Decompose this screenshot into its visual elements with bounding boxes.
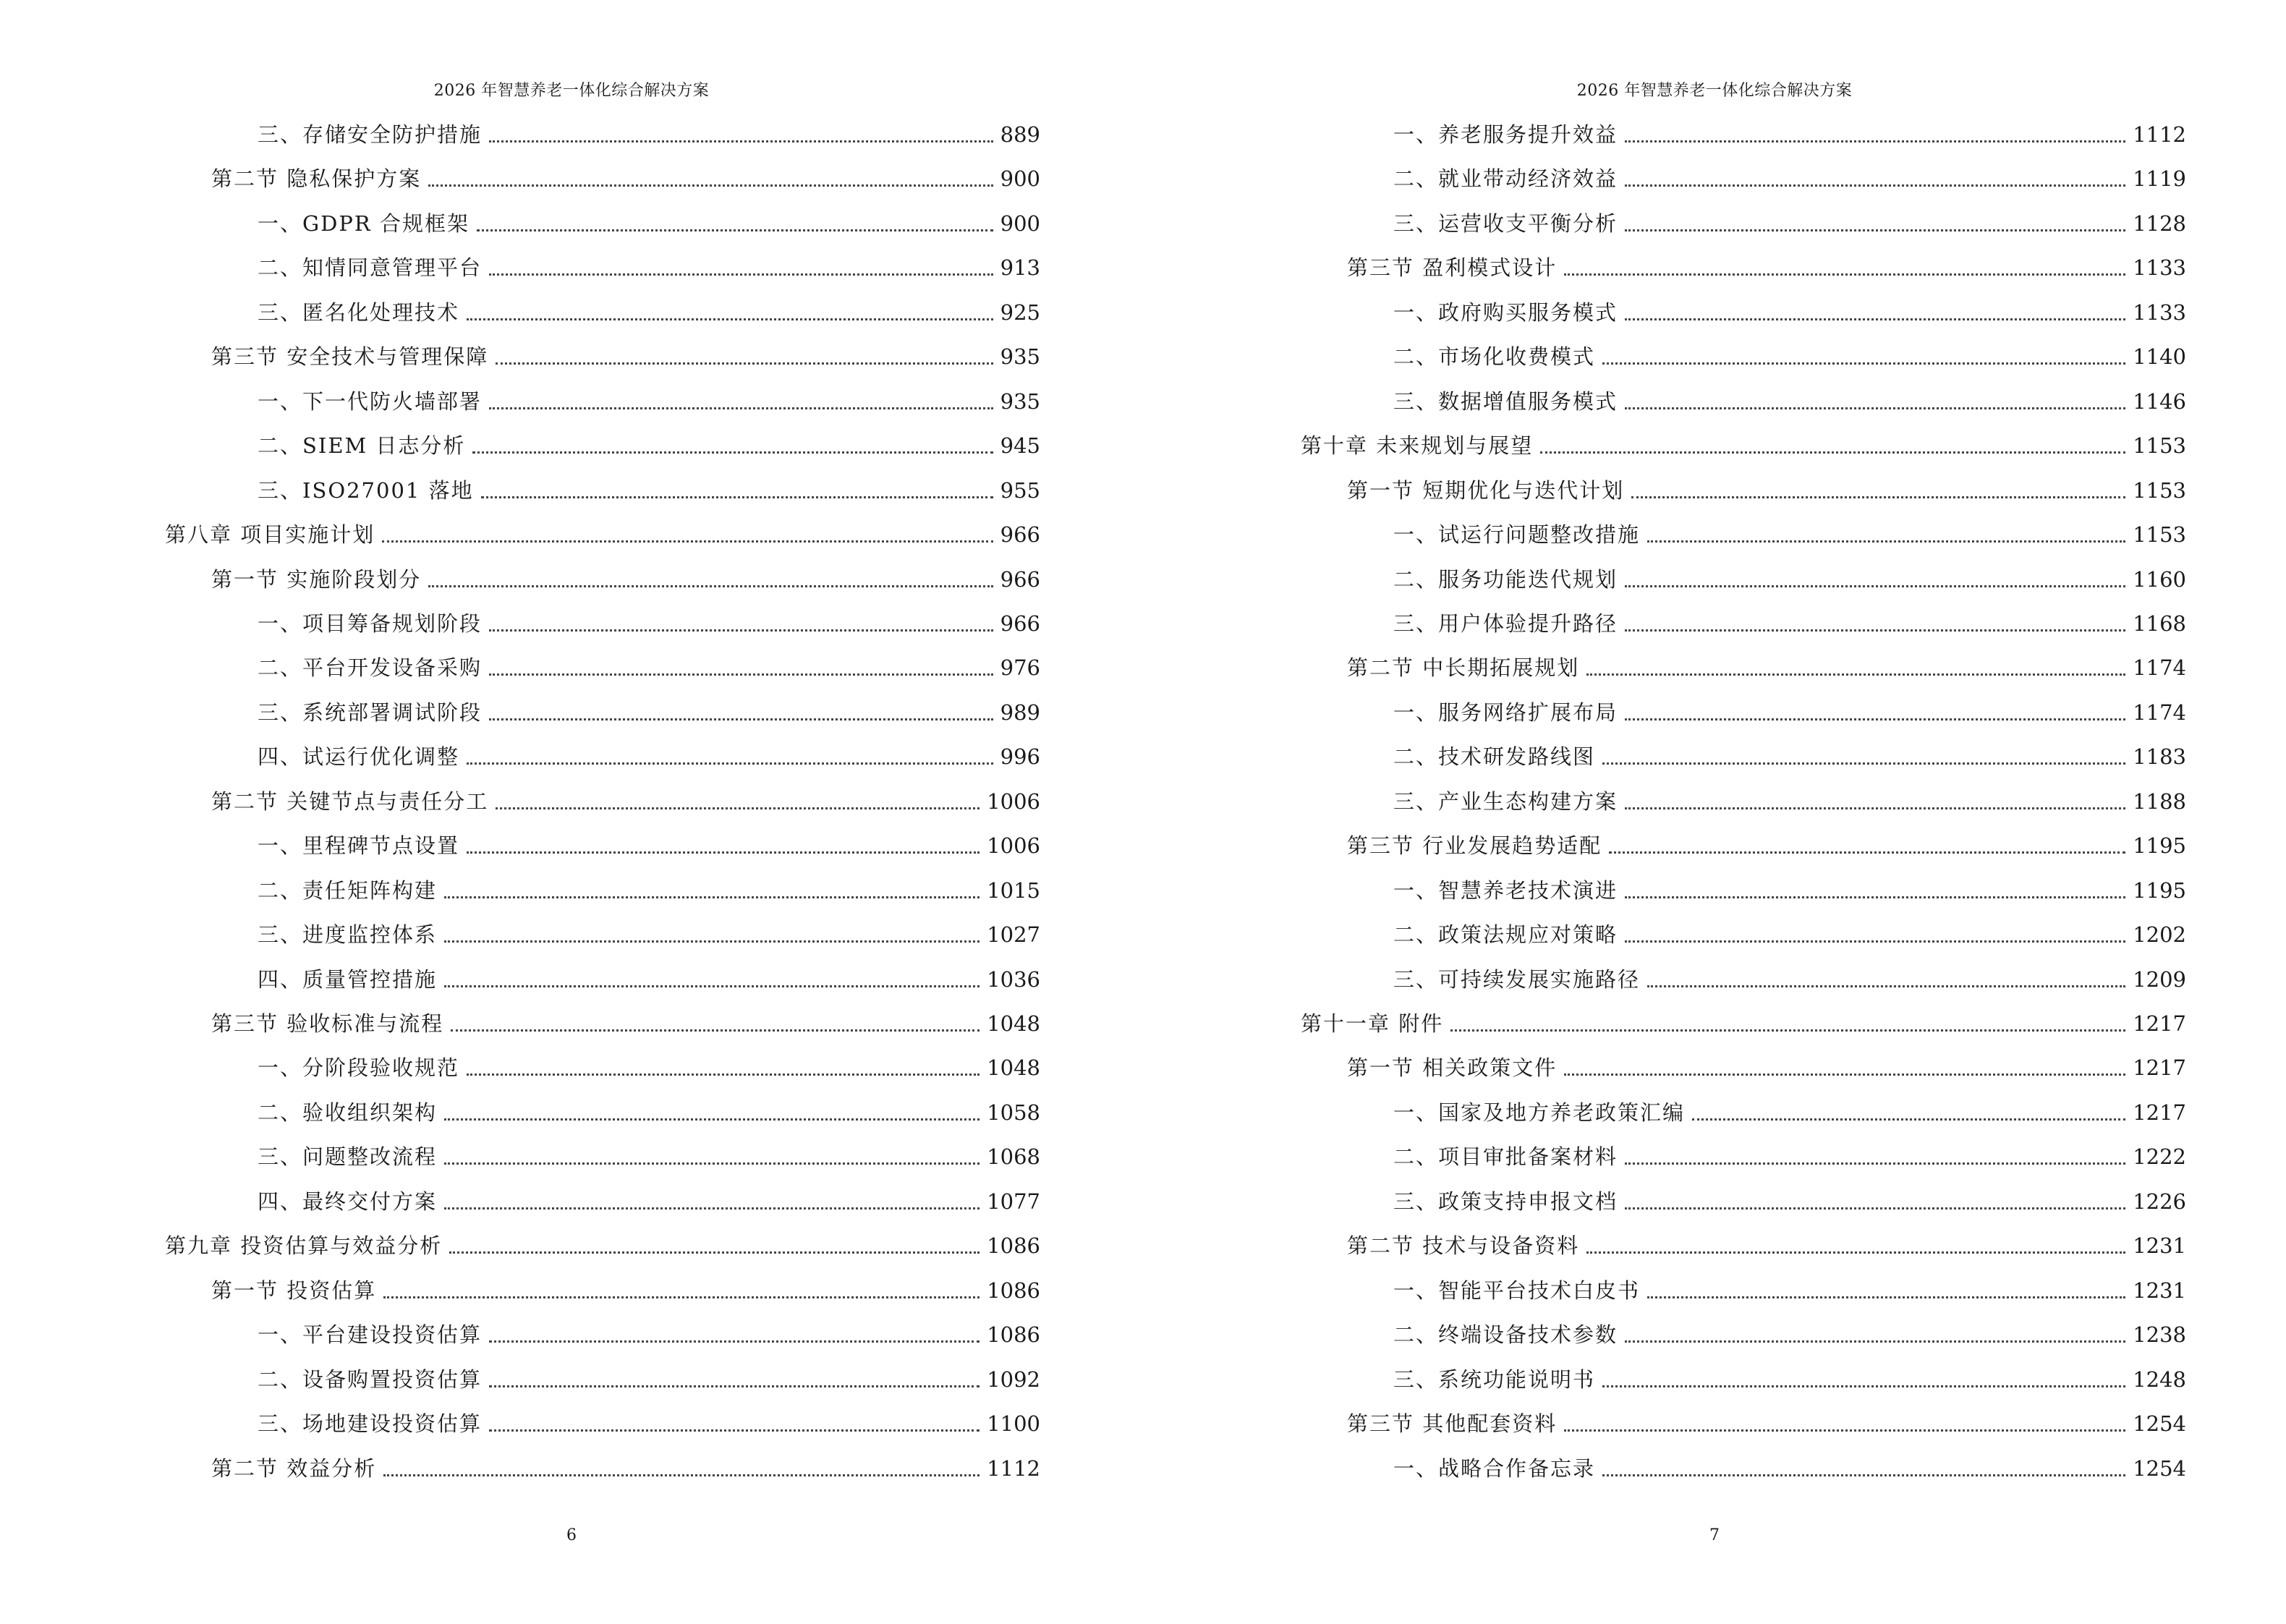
- toc-entry-title: 三、数据增值服务模式: [1393, 388, 1618, 414]
- dot-leader: [467, 762, 993, 765]
- toc-entry-title: 二、知情同意管理平台: [258, 255, 483, 281]
- toc-entry-title: 二、服务功能迭代规划: [1393, 566, 1618, 592]
- toc-entry: [211, 334, 1040, 379]
- dot-leader: [1625, 584, 2125, 587]
- dot-leader: [496, 362, 993, 365]
- toc-entry: [1301, 1001, 2186, 1046]
- dot-leader: [1602, 1385, 2125, 1387]
- dot-leader: [489, 673, 993, 676]
- toc-entry: [165, 1223, 1040, 1268]
- toc-entry-title: 三、政策支持申报文档: [1393, 1189, 1618, 1214]
- toc-entry-page-number: 1195: [2133, 833, 2186, 859]
- toc-entry-title: 二、验收组织架构: [258, 1100, 438, 1125]
- toc-entry-page-number: 1058: [987, 1100, 1040, 1125]
- toc-entry-page-number: 966: [1000, 611, 1040, 636]
- toc-entry: [258, 1401, 1040, 1446]
- dot-leader: [1625, 807, 2125, 809]
- toc-entry-title: 第三节 盈利模式设计: [1347, 255, 1558, 281]
- toc-entry: [258, 645, 1040, 690]
- dot-leader: [489, 273, 993, 276]
- toc-entry-title: 三、系统功能说明书: [1393, 1366, 1596, 1392]
- dot-leader: [1647, 985, 2125, 987]
- toc-entry: [258, 1045, 1040, 1090]
- dot-leader: [467, 318, 993, 320]
- toc-entry: [1393, 734, 2186, 779]
- dot-leader: [1625, 940, 2125, 943]
- dot-leader: [449, 1251, 980, 1254]
- toc-entry: [211, 1268, 1040, 1313]
- toc-entry-page-number: 1254: [2133, 1411, 2186, 1437]
- toc-entry-page-number: 900: [1000, 211, 1040, 236]
- toc-entry: [258, 112, 1040, 157]
- toc-entry-title: 三、运营收支平衡分析: [1393, 211, 1618, 236]
- toc-entry: [258, 823, 1040, 868]
- toc-entry-title: 一、里程碑节点设置: [258, 833, 460, 859]
- dot-leader: [444, 1207, 980, 1210]
- toc-entry: [1393, 557, 2186, 602]
- toc-entry: [1393, 112, 2186, 157]
- toc-entry-title: 一、平台建设投资估算: [258, 1322, 483, 1348]
- dot-leader: [444, 985, 980, 987]
- toc-entry-title: 第九章 投资估算与效益分析: [165, 1233, 443, 1259]
- dot-leader: [489, 1429, 980, 1432]
- toc-entry-page-number: 1188: [2133, 788, 2186, 814]
- toc-entry-title: 二、SIEM 日志分析: [258, 433, 466, 459]
- toc-entry-page-number: 955: [1000, 477, 1040, 503]
- dot-leader: [428, 584, 993, 587]
- dot-leader: [1692, 1118, 2125, 1121]
- toc-entry-title: 第二节 关键节点与责任分工: [211, 788, 489, 814]
- toc-entry: [1301, 423, 2186, 468]
- toc-entry-page-number: 1195: [2133, 877, 2186, 903]
- toc-entry: [1393, 334, 2186, 379]
- toc-entry: [258, 1312, 1040, 1357]
- dot-leader: [383, 1474, 980, 1476]
- toc-entry: [1393, 379, 2186, 424]
- toc-entry-title: 三、匿名化处理技术: [258, 299, 460, 325]
- toc-entry-page-number: 1238: [2133, 1322, 2186, 1348]
- toc-entry-page-number: 1086: [987, 1322, 1040, 1348]
- toc-entry-page-number: 1174: [2133, 655, 2186, 681]
- dot-leader: [1564, 1429, 2125, 1432]
- dot-leader: [1602, 762, 2125, 765]
- toc-entry: [258, 690, 1040, 735]
- toc-entry-page-number: 935: [1000, 344, 1040, 370]
- toc-entry-title: 三、产业生态构建方案: [1393, 788, 1618, 814]
- toc-entry: [1393, 957, 2186, 1002]
- toc-entry: [258, 868, 1040, 913]
- toc-entry-page-number: 1217: [2133, 1100, 2186, 1125]
- toc-entry-page-number: 1112: [987, 1455, 1040, 1481]
- toc-entry: [258, 957, 1040, 1002]
- toc-entry: [258, 379, 1040, 424]
- toc-entry-title: 一、养老服务提升效益: [1393, 122, 1618, 147]
- toc-entry-title: 第二节 中长期拓展规划: [1347, 655, 1580, 681]
- toc-entry-title: 第二节 隐私保护方案: [211, 166, 422, 192]
- toc-entry-title: 第三节 安全技术与管理保障: [211, 344, 489, 370]
- toc-entry-title: 第一节 实施阶段划分: [211, 566, 422, 592]
- dot-leader: [1586, 1251, 2125, 1254]
- toc-entry: [1393, 1357, 2186, 1402]
- dot-leader: [1625, 896, 2125, 898]
- toc-entry-page-number: 1140: [2133, 344, 2186, 370]
- dot-leader: [496, 807, 980, 809]
- dot-leader: [1625, 1207, 2125, 1210]
- toc-entry-title: 四、最终交付方案: [258, 1189, 438, 1214]
- toc-entry-page-number: 989: [1000, 700, 1040, 725]
- toc-entry-page-number: 1217: [2133, 1011, 2186, 1036]
- dot-leader: [1647, 540, 2125, 543]
- toc-entry: [1347, 1223, 2186, 1268]
- toc-entry: [211, 1446, 1040, 1491]
- toc-entry: [1393, 1179, 2186, 1224]
- dot-leader: [1647, 1296, 2125, 1298]
- toc-entry: [1393, 912, 2186, 957]
- toc-entry-title: 三、存储安全防护措施: [258, 122, 483, 147]
- page-number: 6: [566, 1526, 577, 1544]
- toc-entry-title: 一、试运行问题整改措施: [1393, 522, 1641, 548]
- toc-entry-title: 一、国家及地方养老政策汇编: [1393, 1100, 1686, 1125]
- dot-leader: [489, 1385, 980, 1387]
- toc-entry: [211, 557, 1040, 602]
- toc-entry: [258, 1090, 1040, 1135]
- dot-leader: [1625, 229, 2125, 231]
- toc-entry: [1347, 1045, 2186, 1090]
- toc-entry-page-number: 1153: [2133, 433, 2186, 459]
- toc-entry: [1393, 201, 2186, 246]
- toc-entry-title: 三、系统部署调试阶段: [258, 700, 483, 725]
- toc-entry-page-number: 976: [1000, 655, 1040, 681]
- toc-entry: [258, 201, 1040, 246]
- dot-leader: [1609, 851, 2125, 854]
- toc-entry-page-number: 1153: [2133, 477, 2186, 503]
- toc-entry: [1393, 1446, 2186, 1491]
- toc-entry-title: 三、用户体验提升路径: [1393, 611, 1618, 636]
- toc-entry-page-number: 1226: [2133, 1189, 2186, 1214]
- toc-entry-page-number: 925: [1000, 299, 1040, 325]
- toc-entry-page-number: 1036: [987, 966, 1040, 992]
- toc-entry: [1347, 1401, 2186, 1446]
- toc-entry-page-number: 889: [1000, 122, 1040, 147]
- dot-leader: [1564, 1073, 2125, 1076]
- dot-leader: [1625, 184, 2125, 187]
- dot-leader: [477, 229, 993, 231]
- toc-entry: [1347, 823, 2186, 868]
- right-page: [1143, 0, 2286, 1624]
- toc-entry-page-number: 1086: [987, 1277, 1040, 1303]
- dot-leader: [1631, 496, 2125, 498]
- toc-entry-page-number: 1119: [2133, 166, 2186, 192]
- toc-entry: [1393, 779, 2186, 824]
- dot-leader: [1450, 1029, 2125, 1032]
- toc-entry: [258, 423, 1040, 468]
- toc-entry-title: 四、试运行优化调整: [258, 744, 460, 770]
- toc-entry: [211, 156, 1040, 201]
- toc-entry-title: 二、市场化收费模式: [1393, 344, 1596, 370]
- toc-entry: [1393, 1268, 2186, 1313]
- dot-leader: [1540, 451, 2125, 454]
- toc-entry-title: 一、智慧养老技术演进: [1393, 877, 1618, 903]
- toc-entry-page-number: 1222: [2133, 1144, 2186, 1170]
- toc-entry-page-number: 1202: [2133, 922, 2186, 948]
- toc-entry: [258, 290, 1040, 335]
- toc-entry-page-number: 1048: [987, 1011, 1040, 1036]
- toc-entry-title: 二、政策法规应对策略: [1393, 922, 1618, 948]
- toc-entry: [1393, 290, 2186, 335]
- toc-entry-title: 一、GDPR 合规框架: [258, 211, 469, 236]
- dot-leader: [382, 540, 993, 543]
- toc-entry: [1393, 156, 2186, 201]
- dot-leader: [489, 140, 993, 143]
- toc-entry-page-number: 945: [1000, 433, 1040, 459]
- toc-entry-title: 第十一章 附件: [1301, 1011, 1444, 1036]
- toc-entry-title: 第一节 相关政策文件: [1347, 1055, 1558, 1081]
- toc-entry-page-number: 1174: [2133, 700, 2186, 725]
- dot-leader: [467, 851, 980, 854]
- toc-entry: [1393, 868, 2186, 913]
- toc-entry-page-number: 1146: [2133, 388, 2186, 414]
- toc-entry-title: 一、政府购买服务模式: [1393, 299, 1618, 325]
- dot-leader: [428, 184, 993, 187]
- page-number: 7: [1709, 1526, 1720, 1544]
- dot-leader: [1625, 318, 2125, 320]
- dot-leader: [489, 718, 993, 720]
- dot-leader: [467, 1073, 980, 1076]
- toc-entry-title: 第十章 未来规划与展望: [1301, 433, 1534, 459]
- dot-leader: [1625, 629, 2125, 632]
- dot-leader: [1564, 273, 2125, 276]
- toc-entry-title: 一、战略合作备忘录: [1393, 1455, 1596, 1481]
- toc-entry: [258, 245, 1040, 290]
- dot-leader: [1625, 407, 2125, 409]
- dot-leader: [444, 1162, 980, 1165]
- toc-entry-title: 第三节 其他配套资料: [1347, 1411, 1558, 1437]
- dot-leader: [489, 407, 993, 409]
- toc-entry-page-number: 1112: [2133, 122, 2186, 147]
- dot-leader: [481, 496, 993, 498]
- toc-entry-page-number: 1168: [2133, 611, 2186, 636]
- dot-leader: [1602, 1474, 2125, 1476]
- toc-entry-page-number: 935: [1000, 388, 1040, 414]
- toc-entry: [1393, 1312, 2186, 1357]
- toc-entry-page-number: 900: [1000, 166, 1040, 192]
- running-header: 2026 年智慧养老一体化综合解决方案: [433, 82, 710, 100]
- toc-entry-page-number: 1183: [2133, 744, 2186, 770]
- toc-entry-title: 一、下一代防火墙部署: [258, 388, 483, 414]
- toc-entry-page-number: 1006: [987, 833, 1040, 859]
- toc-entry-title: 四、质量管控措施: [258, 966, 438, 992]
- dot-leader: [444, 896, 980, 898]
- toc-entry-title: 第二节 技术与设备资料: [1347, 1233, 1580, 1259]
- toc-entry-page-number: 1015: [987, 877, 1040, 903]
- toc-entry-title: 一、服务网络扩展布局: [1393, 700, 1618, 725]
- toc-entry-title: 第二节 效益分析: [211, 1455, 377, 1481]
- toc-entry-title: 三、可持续发展实施路径: [1393, 966, 1641, 992]
- dot-leader: [472, 451, 993, 454]
- toc-entry-title: 第三节 行业发展趋势适配: [1347, 833, 1602, 859]
- dot-leader: [383, 1296, 980, 1298]
- toc-entry-page-number: 913: [1000, 255, 1040, 281]
- toc-entry-title: 第一节 短期优化与迭代计划: [1347, 477, 1625, 503]
- toc-entry-page-number: 1133: [2133, 299, 2186, 325]
- toc-entry-title: 第八章 项目实施计划: [165, 522, 375, 548]
- dot-leader: [489, 629, 993, 632]
- toc-entry: [1393, 1090, 2186, 1135]
- toc-entry-page-number: 996: [1000, 744, 1040, 770]
- toc-entry: [258, 912, 1040, 957]
- dot-leader: [444, 940, 980, 943]
- toc-entry-page-number: 1077: [987, 1189, 1040, 1214]
- toc-entry: [165, 512, 1040, 557]
- toc-entry-page-number: 1231: [2133, 1277, 2186, 1303]
- dot-leader: [451, 1029, 980, 1032]
- toc-entry-page-number: 1100: [987, 1411, 1040, 1437]
- toc-entry-page-number: 1231: [2133, 1233, 2186, 1259]
- toc-entry-page-number: 966: [1000, 522, 1040, 548]
- toc-entry: [1393, 512, 2186, 557]
- toc-entry-page-number: 1153: [2133, 522, 2186, 548]
- toc-entry: [258, 1179, 1040, 1224]
- toc-entry-title: 二、终端设备技术参数: [1393, 1322, 1618, 1348]
- toc-entry-page-number: 1027: [987, 922, 1040, 948]
- toc-entry-page-number: 1209: [2133, 966, 2186, 992]
- toc-entry-page-number: 1133: [2133, 255, 2186, 281]
- toc-entry-title: 第三节 验收标准与流程: [211, 1011, 444, 1036]
- toc-entry-title: 一、分阶段验收规范: [258, 1055, 460, 1081]
- dot-leader: [1625, 1162, 2125, 1165]
- dot-leader: [1625, 718, 2125, 720]
- toc-entry-page-number: 1048: [987, 1055, 1040, 1081]
- toc-entry-title: 第一节 投资估算: [211, 1277, 377, 1303]
- toc-entry: [211, 779, 1040, 824]
- toc-entry-title: 二、设备购置投资估算: [258, 1366, 483, 1392]
- toc-entry-title: 三、场地建设投资估算: [258, 1411, 483, 1437]
- toc-entry: [1393, 1134, 2186, 1179]
- toc-entry-page-number: 1254: [2133, 1455, 2186, 1481]
- toc-entry: [211, 1001, 1040, 1046]
- toc-entry-title: 三、ISO27001 落地: [258, 477, 474, 503]
- toc-entry-page-number: 1006: [987, 788, 1040, 814]
- dot-leader: [1625, 1340, 2125, 1343]
- running-header: 2026 年智慧养老一体化综合解决方案: [1576, 82, 1853, 100]
- toc-entry: [1347, 468, 2186, 513]
- dot-leader: [1586, 673, 2125, 676]
- toc-entry-title: 二、项目审批备案材料: [1393, 1144, 1618, 1170]
- toc-entry-title: 二、就业带动经济效益: [1393, 166, 1618, 192]
- toc-entry-page-number: 1248: [2133, 1366, 2186, 1392]
- toc-entry-title: 二、责任矩阵构建: [258, 877, 438, 903]
- toc-entry-page-number: 1086: [987, 1233, 1040, 1259]
- toc-entry: [258, 468, 1040, 513]
- toc-entry-page-number: 1128: [2133, 211, 2186, 236]
- toc-entry-title: 三、问题整改流程: [258, 1144, 438, 1170]
- toc-entry-title: 一、智能平台技术白皮书: [1393, 1277, 1641, 1303]
- dot-leader: [1602, 362, 2125, 365]
- toc-entry: [1347, 245, 2186, 290]
- toc-entry-page-number: 966: [1000, 566, 1040, 592]
- toc-entry-page-number: 1068: [987, 1144, 1040, 1170]
- toc-entry: [258, 734, 1040, 779]
- toc-entry: [258, 601, 1040, 646]
- toc-entry: [1393, 601, 2186, 646]
- toc-entry: [1347, 645, 2186, 690]
- toc-entry-page-number: 1160: [2133, 566, 2186, 592]
- toc-entry-page-number: 1217: [2133, 1055, 2186, 1081]
- toc-entry-title: 三、进度监控体系: [258, 922, 438, 948]
- dot-leader: [444, 1118, 980, 1121]
- toc-entry-title: 一、项目筹备规划阶段: [258, 611, 483, 636]
- toc-entry-title: 二、技术研发路线图: [1393, 744, 1596, 770]
- toc-entry: [258, 1134, 1040, 1179]
- dot-leader: [489, 1340, 980, 1343]
- dot-leader: [1625, 140, 2125, 143]
- toc-entry: [258, 1357, 1040, 1402]
- toc-entry-page-number: 1092: [987, 1366, 1040, 1392]
- toc-entry-title: 二、平台开发设备采购: [258, 655, 483, 681]
- toc-entry: [1393, 690, 2186, 735]
